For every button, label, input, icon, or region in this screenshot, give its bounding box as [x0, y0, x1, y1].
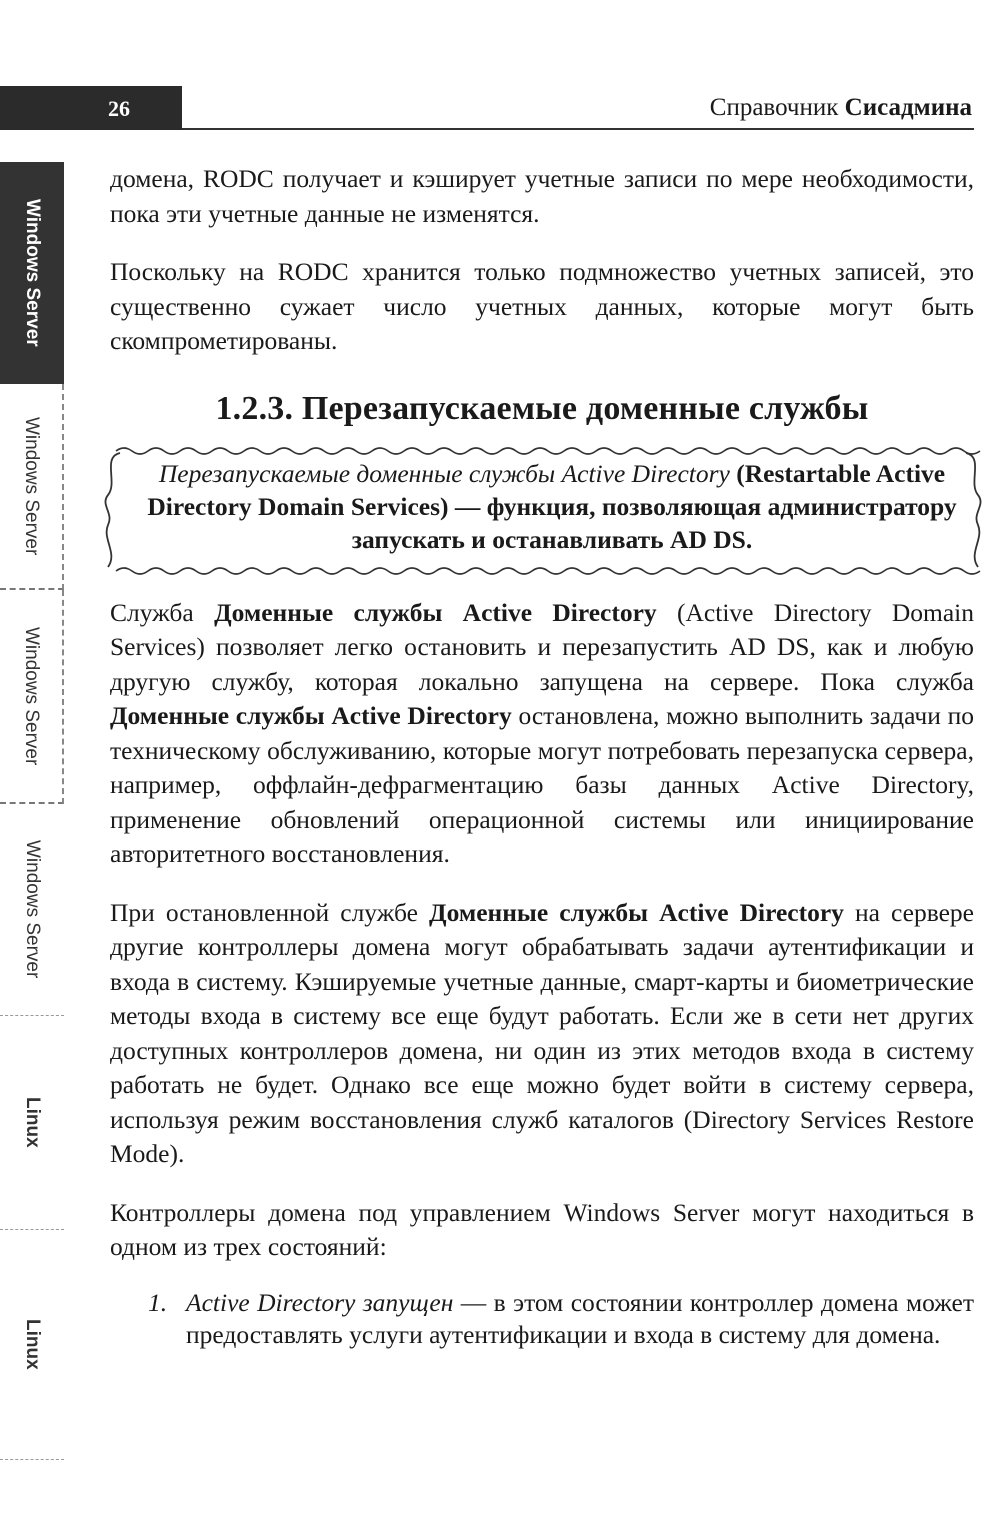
- running-head-title: Сисадмина: [844, 94, 972, 121]
- callout-definition: (Restartable Active Directory Domain Services) — функция, позволяющая администратору запускать и останавливать AD DS.: [147, 458, 957, 554]
- list-item-term: Active Directory запущен: [186, 1287, 454, 1317]
- states-list: [110, 1287, 974, 1351]
- text-run: (Active Directory Domain Services) позволяет легко остановить и перезапустить AD DS, как и любую другую службу, которая локально запущена на сервере. Пока служба: [110, 597, 974, 696]
- text-run: Служба: [110, 597, 194, 627]
- callout-term: Перезапускаемые доменные службы Active Directory: [158, 458, 730, 488]
- text-run: При остановленной службе: [110, 897, 418, 927]
- paragraph: Контроллеры домена под управлением Windows Server могут находиться в одном из трех состояний:: [110, 1197, 974, 1261]
- side-tab-label: Windows Server: [22, 199, 43, 347]
- side-tab-label: Linux: [22, 1097, 43, 1148]
- bold-term: Доменные службы Active Directory: [110, 701, 512, 730]
- definition-callout: [98, 443, 988, 570]
- section-title: 1.2.3. Перезапускаемые доменные службы: [215, 389, 869, 427]
- list-item: [110, 1287, 974, 1351]
- list-item-number: 1.: [148, 1287, 168, 1317]
- side-tab-windows-server-3[interactable]: [0, 590, 64, 804]
- callout-wavy-frame: [98, 443, 988, 579]
- bold-term: Доменные службы Active Directory: [429, 897, 844, 927]
- side-tab-linux-2[interactable]: [0, 1230, 64, 1460]
- paragraph: Поскольку на RODC хранится только подмножество учетных записей, это существенно сужает число учетных данных, которые могут быть скомпрометированы.: [110, 257, 974, 355]
- side-tab-label: Linux: [22, 1319, 43, 1370]
- page-content: [110, 162, 974, 1351]
- side-tab-windows-server-active[interactable]: [0, 162, 64, 384]
- side-tab-linux-1[interactable]: [0, 1016, 64, 1230]
- page-header: [0, 86, 1000, 132]
- running-head-prefix: Справочник: [709, 94, 839, 121]
- text-run: на сервере другие контроллеры домена могут обрабатывать задачи аутентификации и входа в систему. Кэшируемые учетные данные, смарт-карты и биометрические методы входа в систему все еще будут работать. Если же в сети нет других доступных контроллеров домена, ни один из этих методов входа в систему работать не будет. Однако все еще можно будет войти в систему сервера, используя режим восстановления служб каталогов (Directory Services Restore Mode).: [110, 897, 974, 1168]
- page-number: 26: [108, 96, 130, 121]
- bold-term: Доменные службы Active Directory: [214, 597, 657, 627]
- side-tab-label: Windows Server: [22, 840, 43, 979]
- side-tab-windows-server-4[interactable]: [0, 804, 64, 1016]
- paragraph: домена, RODC получает и кэширует учетные записи по мере необходимости, пока эти учетные данные не изменятся.: [110, 164, 974, 228]
- paragraph: [110, 596, 974, 872]
- side-tab-windows-server-2[interactable]: [0, 384, 64, 590]
- page-number-box: [0, 86, 182, 130]
- header-rule: [182, 128, 974, 130]
- text-run: остановлена, можно выполнить задачи по техническому обслуживанию, которые могут потребовать перезапуска сервера, например, оффлайн-дефрагментацию базы данных Active Directory, применение обновлений операционной системы или инициирование авторитетного восстановления.: [110, 701, 974, 868]
- side-tab-label: Windows Server: [21, 416, 42, 556]
- running-head: [710, 94, 972, 122]
- paragraph: [110, 896, 974, 1172]
- list-item-text: — в этом состоянии контроллер домена может предоставлять услуги аутентификации и входа в систему для домена.: [186, 1287, 974, 1349]
- side-tab-label: Windows Server: [21, 626, 42, 766]
